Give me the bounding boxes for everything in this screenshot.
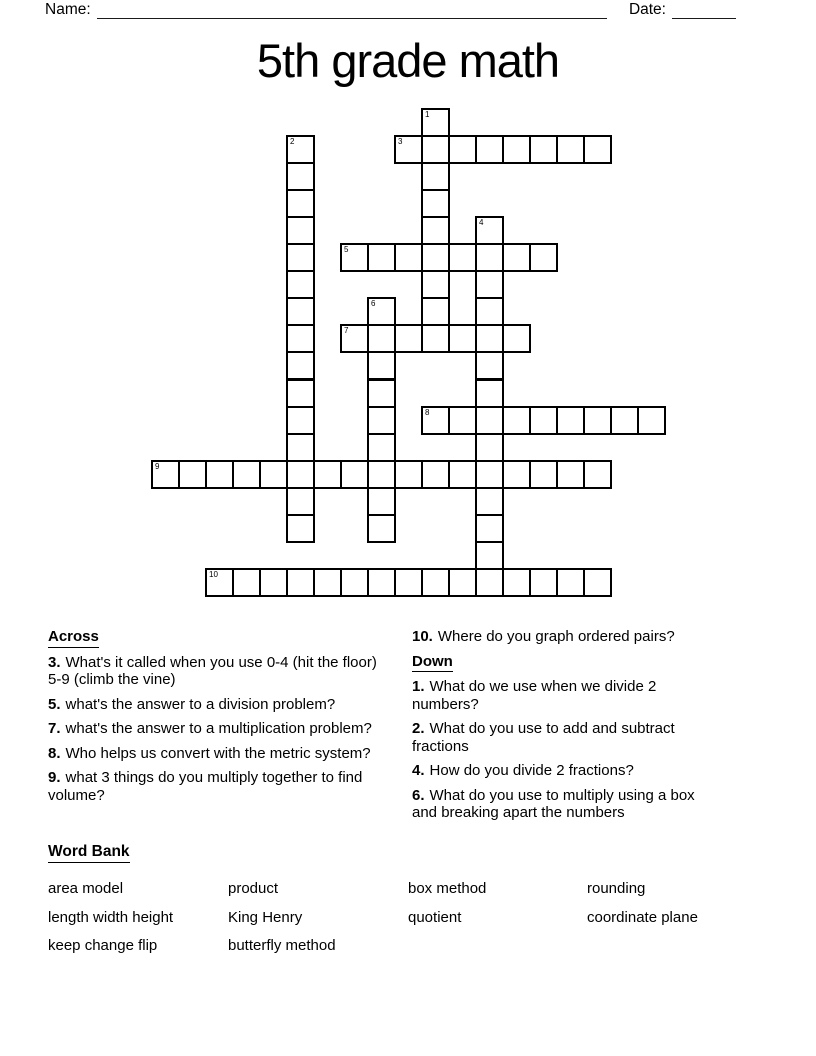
crossword-cell: [232, 568, 261, 597]
crossword-cell: [286, 270, 315, 299]
crossword-cell: [421, 460, 450, 489]
crossword-cell: [421, 162, 450, 191]
crossword-cell: [502, 135, 531, 164]
page-title: 5th grade math: [256, 34, 560, 87]
crossword-cell: [421, 297, 450, 326]
crossword-cell: [421, 324, 450, 353]
crossword-cell: [502, 324, 531, 353]
crossword-cell: [448, 324, 477, 353]
word-bank-item: area model: [48, 880, 124, 897]
crossword-cell: [367, 406, 396, 435]
crossword-cell: [313, 568, 342, 597]
crossword-cell: [448, 406, 477, 435]
cell-clue-number: 3: [398, 137, 403, 147]
crossword-cell: [313, 460, 342, 489]
clue-across-3: [48, 654, 384, 689]
cell-clue-number: 9: [155, 461, 160, 471]
crossword-cell: [286, 243, 315, 272]
crossword-cell: [475, 297, 504, 326]
crossword-cell: [367, 243, 396, 272]
word-bank-item: rounding: [587, 880, 646, 897]
crossword-cell: [475, 270, 504, 299]
crossword-cell: [448, 135, 477, 164]
crossword-cell: [286, 216, 315, 245]
crossword-cell: [205, 460, 234, 489]
crossword-cell: [475, 487, 504, 516]
word-bank-item: King Henry: [228, 908, 303, 926]
crossword-cell: [340, 568, 369, 597]
cell-clue-number: 1: [425, 110, 430, 119]
crossword-cell: [475, 568, 504, 597]
crossword-cell: [394, 243, 423, 272]
crossword-cell: [448, 568, 477, 597]
word-bank-item: butterfly method: [228, 937, 336, 954]
clue-across-10: [412, 628, 720, 646]
crossword-cell: [394, 460, 423, 489]
crossword-cell: [529, 460, 558, 489]
crossword-grid: [151, 108, 666, 597]
word-bank-item: coordinate plane: [587, 908, 698, 926]
clue-number-label: 2.: [412, 720, 425, 737]
cell-clue-number: 8: [425, 407, 430, 417]
crossword-cell: [232, 460, 261, 489]
clue-down-1: [412, 678, 720, 713]
clue-down-2: [412, 720, 720, 755]
crossword-cell: [367, 514, 396, 543]
crossword-cell: [286, 135, 315, 164]
crossword-cell: [475, 541, 504, 570]
clue-text: What's it called when you use 0-4 (hit the floor) 5-9 (climb the vine): [48, 653, 377, 688]
clue-text: What do you use to multiply using a box and breaking apart the numbers: [412, 786, 695, 821]
cell-clue-number: 6: [371, 299, 376, 309]
crossword-cell: [367, 351, 396, 380]
word-bank-item: keep change flip: [48, 937, 158, 954]
crossword-cell: [421, 270, 450, 299]
word-bank-list: [48, 880, 748, 954]
crossword-cell: [583, 135, 612, 164]
crossword-cell: [583, 406, 612, 435]
clue-text: what's the answer to a multiplication problem?: [65, 720, 372, 737]
crossword-cell: [286, 297, 315, 326]
crossword-cell: [475, 216, 504, 245]
crossword-cell: [286, 406, 315, 435]
crossword-cell: [421, 243, 450, 272]
clue-across-7: [48, 720, 384, 738]
clue-number-label: 10.: [412, 628, 433, 645]
word-bank-item: quotient: [408, 908, 462, 926]
crossword-cell: [475, 514, 504, 543]
crossword-cell: [556, 406, 585, 435]
clue-number-label: 7.: [48, 720, 61, 737]
clue-number-label: 8.: [48, 744, 61, 762]
crossword-cell: [421, 135, 450, 164]
crossword-cell: [367, 379, 396, 408]
word-bank-heading: Word Bank: [48, 843, 130, 863]
clue-number-label: 1.: [412, 678, 425, 695]
clue-across-8: [48, 745, 384, 763]
crossword-cell: [475, 379, 504, 408]
crossword-cell: [475, 406, 504, 435]
crossword-cell: [529, 243, 558, 272]
across-clues-section: [48, 628, 384, 811]
crossword-cell: [151, 460, 180, 489]
crossword-cell: [394, 568, 423, 597]
crossword-cell: [367, 297, 396, 326]
word-bank-item: product: [228, 880, 279, 897]
crossword-cell: [583, 568, 612, 597]
crossword-cell: [475, 433, 504, 462]
header: [45, 0, 736, 19]
crossword-cell: [421, 189, 450, 218]
down-clues-section: [412, 628, 720, 829]
crossword-cell: [475, 135, 504, 164]
across-heading: Across: [48, 628, 99, 648]
word-bank-item: box method: [408, 880, 487, 897]
crossword-cell: [475, 351, 504, 380]
crossword-cell: [286, 379, 315, 408]
clue-number-label: 3.: [48, 653, 61, 671]
word-bank-section: [48, 843, 748, 954]
clue-across-5: [48, 696, 384, 714]
clue-text: what's the answer to a division problem?: [65, 695, 336, 713]
clue-number-label: 6.: [412, 786, 425, 804]
name-blank-line: [97, 4, 607, 19]
clue-text: What do we use when we divide 2 numbers?: [412, 678, 657, 713]
crossword-cell: [286, 324, 315, 353]
clue-number-label: 5.: [48, 695, 61, 713]
crossword-cell: [205, 568, 234, 597]
crossword-cell: [610, 406, 639, 435]
crossword-cell: [583, 460, 612, 489]
clue-across-9: [48, 769, 384, 804]
crossword-cell: [259, 568, 288, 597]
crossword-cell: [556, 460, 585, 489]
crossword-cell: [556, 568, 585, 597]
crossword-cell: [502, 568, 531, 597]
crossword-cell: [259, 460, 288, 489]
clue-text: How do you divide 2 fractions?: [429, 762, 634, 779]
crossword-cell: [448, 243, 477, 272]
clue-text: What do you use to add and subtract fractions: [412, 720, 675, 755]
word-bank-item: length width height: [48, 908, 174, 926]
crossword-cell: [286, 189, 315, 218]
cell-clue-number: 10: [209, 569, 218, 579]
crossword-cell: [529, 568, 558, 597]
crossword-cell: [502, 460, 531, 489]
crossword-cell: [367, 568, 396, 597]
crossword-cell: [475, 324, 504, 353]
crossword-cell: [286, 568, 315, 597]
cell-clue-number: 4: [479, 218, 484, 228]
crossword-cell: [475, 460, 504, 489]
crossword-cell: [421, 568, 450, 597]
clue-text: Who helps us convert with the metric system?: [65, 744, 371, 762]
crossword-cell: [421, 216, 450, 245]
crossword-cell: [367, 487, 396, 516]
clue-text: Where do you graph ordered pairs?: [437, 628, 675, 645]
crossword-cell: [421, 108, 450, 137]
crossword-cell: [340, 460, 369, 489]
crossword-cell: [502, 243, 531, 272]
clue-text: what 3 things do you multiply together to find volume?: [48, 769, 363, 804]
cell-clue-number: 5: [344, 245, 349, 255]
crossword-cell: [286, 460, 315, 489]
crossword-cell: [286, 514, 315, 543]
crossword-cell: [367, 460, 396, 489]
cell-clue-number: 2: [290, 137, 295, 147]
crossword-cell: [637, 406, 666, 435]
crossword-cell: [367, 324, 396, 353]
cell-clue-number: 7: [344, 326, 349, 336]
date-label: Date:: [628, 1, 666, 18]
clue-down-4: [412, 762, 720, 780]
crossword-cell: [529, 135, 558, 164]
crossword-cell: [340, 324, 369, 353]
crossword-cell: [367, 433, 396, 462]
crossword-cell: [394, 324, 423, 353]
clue-number-label: 9.: [48, 769, 61, 786]
name-label: Name:: [45, 1, 91, 18]
clue-down-6: [412, 787, 720, 822]
crossword-cell: [529, 406, 558, 435]
crossword-cell: [556, 135, 585, 164]
crossword-cell: [286, 487, 315, 516]
date-blank-line: [672, 4, 736, 19]
crossword-cell: [340, 243, 369, 272]
crossword-cell: [475, 243, 504, 272]
crossword-cell: [448, 460, 477, 489]
crossword-cell: [286, 162, 315, 191]
down-heading: Down: [412, 653, 453, 673]
crossword-cell: [286, 433, 315, 462]
crossword-cell: [502, 406, 531, 435]
clue-number-label: 4.: [412, 762, 425, 779]
crossword-cell: [178, 460, 207, 489]
crossword-cell: [421, 406, 450, 435]
crossword-cell: [286, 351, 315, 380]
crossword-cell: [394, 135, 423, 164]
